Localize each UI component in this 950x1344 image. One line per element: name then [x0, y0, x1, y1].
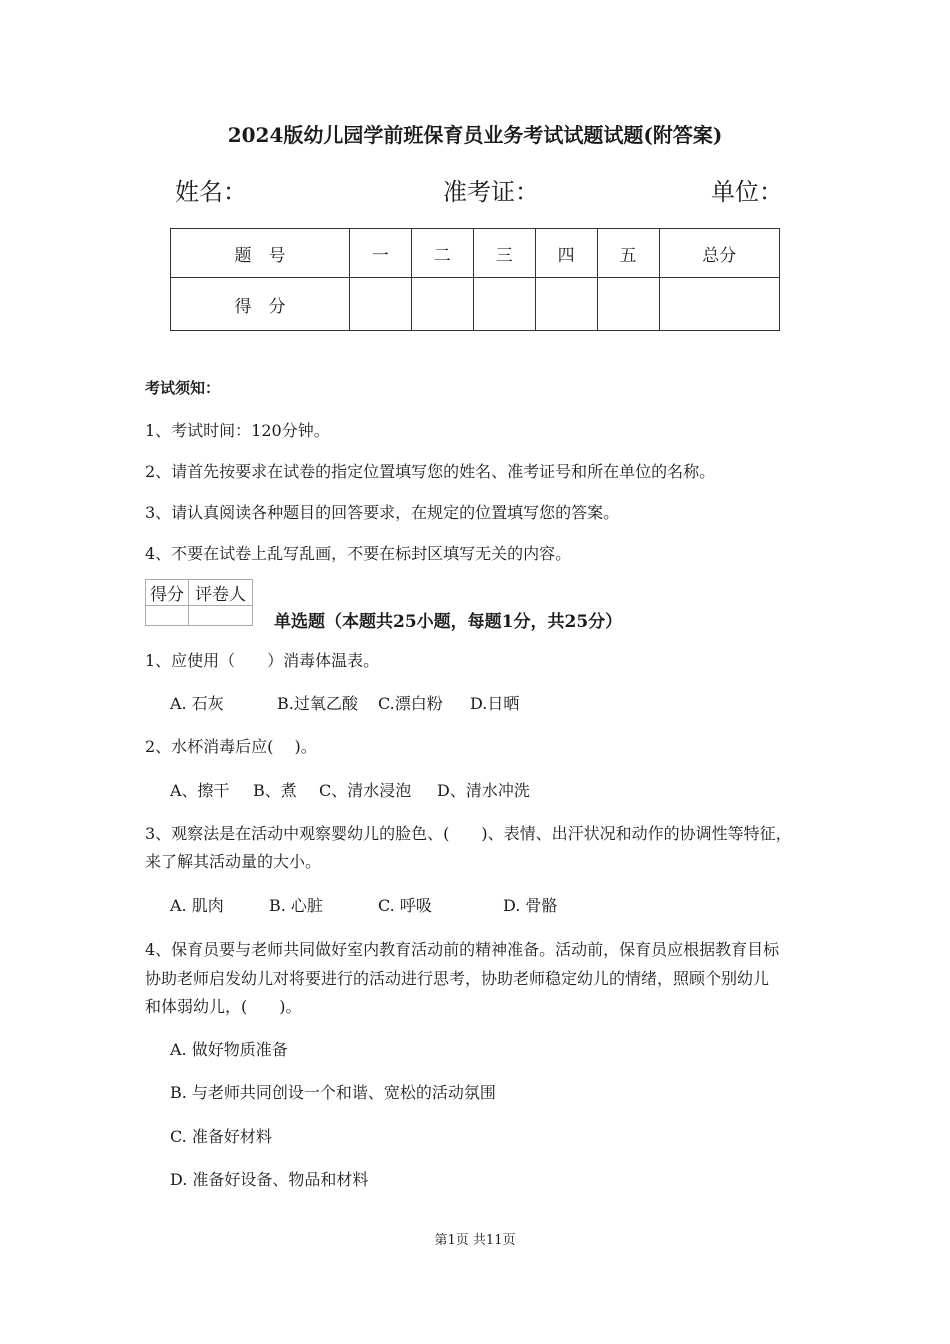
question-1-stem: 1、应使用（ ）消毒体温表。	[145, 651, 380, 670]
instruction-item: 1、考试时间：120分钟。	[145, 421, 330, 440]
question-4-stem-continued: 协助老师启发幼儿对将要进行的活动进行思考，协助老师稳定幼儿的情绪，照顾个别幼儿	[145, 969, 770, 988]
question-2-option-a: A、擦干	[170, 781, 230, 800]
grader-name-cell[interactable]	[189, 606, 253, 626]
question-4-stem-continued: 和体弱幼儿，( )。	[145, 997, 302, 1016]
question-2-stem: 2、水杯消毒后应( )。	[145, 737, 317, 756]
question-1-option-b: B.过氧乙酸	[277, 694, 358, 713]
name-field-label: 姓名：	[175, 178, 247, 206]
question-4-option-d: D. 准备好设备、物品和材料	[170, 1170, 369, 1189]
column-4: 四	[535, 229, 597, 278]
score-cell-5[interactable]	[597, 278, 659, 331]
grader-score-label: 得分	[146, 580, 189, 606]
row-label-question-number: 题 号	[171, 229, 350, 278]
question-3-option-d: D. 骨骼	[503, 896, 558, 915]
score-table-score-row	[171, 278, 780, 331]
question-3-option-a: A. 肌肉	[170, 896, 224, 915]
question-2-option-c: C、清水浸泡	[319, 781, 412, 800]
instruction-item: 3、请认真阅读各种题目的回答要求，在规定的位置填写您的答案。	[145, 503, 620, 522]
section-title: 单选题（本题共25小题，每题1分，共25分）	[274, 612, 623, 632]
question-3-stem-continued: 来了解其活动量的大小。	[145, 852, 322, 871]
question-4-option-c: C. 准备好材料	[170, 1127, 272, 1146]
row-label-score: 得 分	[171, 278, 350, 331]
grader-box	[145, 579, 253, 626]
question-2-option-d: D、清水冲洗	[437, 781, 530, 800]
score-cell-2[interactable]	[411, 278, 473, 331]
question-1-option-c: C.漂白粉	[378, 694, 443, 713]
column-3: 三	[473, 229, 535, 278]
instruction-item: 2、请首先按要求在试卷的指定位置填写您的姓名、准考证号和所在单位的名称。	[145, 462, 716, 481]
question-3-option-b: B. 心脏	[269, 896, 323, 915]
column-total: 总分	[659, 229, 779, 278]
score-cell-4[interactable]	[535, 278, 597, 331]
question-1-option-d: D.日晒	[470, 694, 520, 713]
score-cell-1[interactable]	[349, 278, 411, 331]
question-4-option-b: B. 与老师共同创设一个和谐、宽松的活动氛围	[170, 1083, 496, 1102]
score-cell-total[interactable]	[659, 278, 779, 331]
score-cell-3[interactable]	[473, 278, 535, 331]
question-1-option-a: A. 石灰	[170, 694, 224, 713]
question-3-option-c: C. 呼吸	[378, 896, 432, 915]
grader-name-label: 评卷人	[189, 580, 253, 606]
document-title: 2024版幼儿园学前班保育员业务考试试题试题(附答案)	[227, 123, 723, 147]
question-3-stem: 3、观察法是在活动中观察婴幼儿的脸色、( )、表情、出汗状况和动作的协调性等特征，	[145, 824, 792, 843]
question-4-stem: 4、保育员要与老师共同做好室内教育活动前的精神准备。活动前，保育员应根据教育目标	[145, 940, 780, 959]
instructions-heading: 考试须知：	[145, 379, 221, 397]
column-5: 五	[597, 229, 659, 278]
score-table-header-row	[171, 229, 780, 278]
page-footer: 第1页 共11页	[434, 1233, 516, 1248]
score-table	[170, 228, 780, 331]
question-4-option-a: A. 做好物质准备	[170, 1040, 288, 1059]
question-2-option-b: B、煮	[253, 781, 297, 800]
instruction-item: 4、不要在试卷上乱写乱画，不要在标封区填写无关的内容。	[145, 544, 572, 563]
unit-field-label: 单位：	[711, 178, 783, 206]
column-1: 一	[349, 229, 411, 278]
exam-id-field-label: 准考证：	[443, 178, 539, 206]
grader-score-cell[interactable]	[146, 606, 189, 626]
column-2: 二	[411, 229, 473, 278]
